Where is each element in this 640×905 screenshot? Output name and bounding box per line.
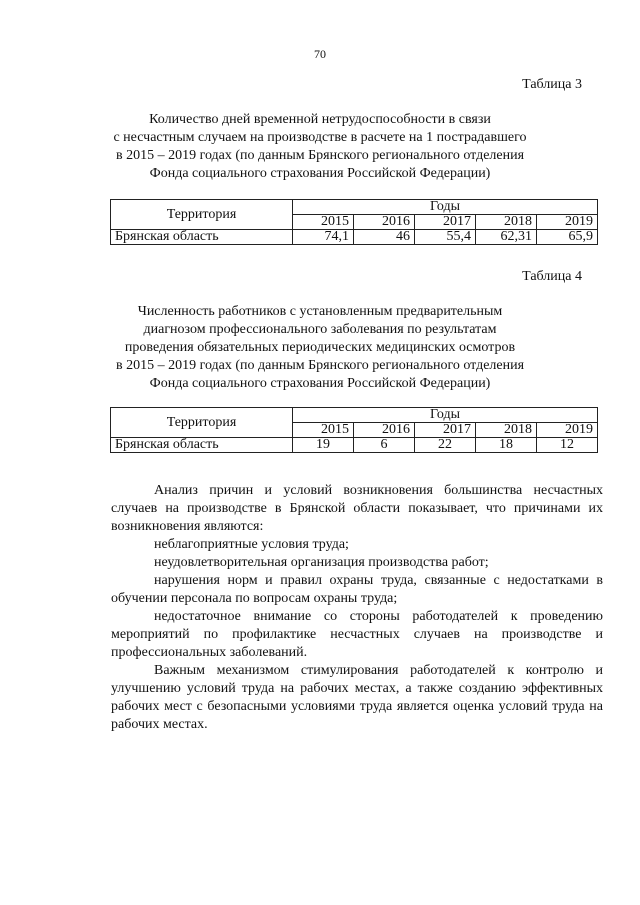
table4-title-line: Численность работников с установленным предварительным bbox=[137, 304, 503, 319]
table3-title-line: с несчастным случаем на производстве в расчете на 1 пострадавшего bbox=[113, 130, 527, 145]
table3-year: 2019 bbox=[537, 215, 598, 230]
table4-caption: Таблица 4 bbox=[522, 269, 582, 284]
table4-header-territory: Территория bbox=[111, 408, 293, 438]
table4-title-line: проведения обязательных периодических медицинских осмотров bbox=[124, 340, 516, 355]
table3-header-years: Годы bbox=[293, 200, 598, 215]
reason-item: неудовлетворительная организация производства работ; bbox=[154, 555, 489, 570]
table3-value: 46 bbox=[354, 230, 415, 245]
table3-title-line: Количество дней временной нетрудоспособности в связи bbox=[149, 112, 491, 127]
table3-title-line: Фонда социального страхования Российской Федерации) bbox=[149, 166, 491, 181]
table4-value: 22 bbox=[415, 438, 476, 453]
table3-year: 2018 bbox=[476, 215, 537, 230]
table3-title bbox=[110, 111, 530, 183]
table4-header-years: Годы bbox=[293, 408, 598, 423]
table4-value: 12 bbox=[537, 438, 598, 453]
table3-year: 2017 bbox=[415, 215, 476, 230]
reason-item: неблагоприятные условия труда; bbox=[154, 537, 349, 552]
reason-item: нарушения норм и правил охраны труда, связанные с недостатками в обучении персонала по вопросам охраны труда; bbox=[111, 573, 603, 606]
table4-title-line: Фонда социального страхования Российской Федерации) bbox=[149, 376, 491, 391]
table-row bbox=[111, 438, 598, 453]
reason-item: недостаточное внимание со стороны работодателей к проведению мероприятий по профилактике несчастных случаев на производстве и профессиональных заболеваний. bbox=[111, 609, 603, 660]
table4-region: Брянская область bbox=[111, 438, 293, 453]
table3-caption: Таблица 3 bbox=[522, 77, 582, 92]
body-intro: Анализ причин и условий возникновения большинства несчастных случаев на производстве в Брянской области показывает, что причинами их возникновения являются: bbox=[111, 483, 603, 534]
table3 bbox=[110, 199, 598, 245]
table4-title-line: в 2015 – 2019 годах (по данным Брянского регионального отделения bbox=[115, 358, 525, 373]
table4-year: 2016 bbox=[354, 423, 415, 438]
table-row bbox=[111, 230, 598, 245]
table4-title-line: диагнозом профессионального заболевания по результатам bbox=[143, 322, 497, 337]
page-number: 70 bbox=[314, 47, 326, 61]
table3-value: 65,9 bbox=[537, 230, 598, 245]
table3-value: 55,4 bbox=[415, 230, 476, 245]
body-text bbox=[111, 482, 603, 734]
table4-value: 6 bbox=[354, 438, 415, 453]
table3-header-territory: Территория bbox=[111, 200, 293, 230]
table4-value: 18 bbox=[476, 438, 537, 453]
table3-value: 74,1 bbox=[293, 230, 354, 245]
table3-title-line: в 2015 – 2019 годах (по данным Брянского регионального отделения bbox=[115, 148, 525, 163]
table3-year: 2016 bbox=[354, 215, 415, 230]
table4-year: 2015 bbox=[293, 423, 354, 438]
table4-value: 19 bbox=[293, 438, 354, 453]
table3-region: Брянская область bbox=[111, 230, 293, 245]
table4 bbox=[110, 407, 598, 453]
table4-title bbox=[110, 303, 530, 393]
table4-year: 2019 bbox=[537, 423, 598, 438]
table3-year: 2015 bbox=[293, 215, 354, 230]
body-conclusion: Важным механизмом стимулирования работодателей к контролю и улучшению условий труда на рабочих местах, а также созданию эффективных рабочих мест с безопасными условиями труда является оценка условий труда на рабочих местах. bbox=[111, 663, 603, 732]
table3-value: 62,31 bbox=[476, 230, 537, 245]
table4-year: 2018 bbox=[476, 423, 537, 438]
table4-year: 2017 bbox=[415, 423, 476, 438]
